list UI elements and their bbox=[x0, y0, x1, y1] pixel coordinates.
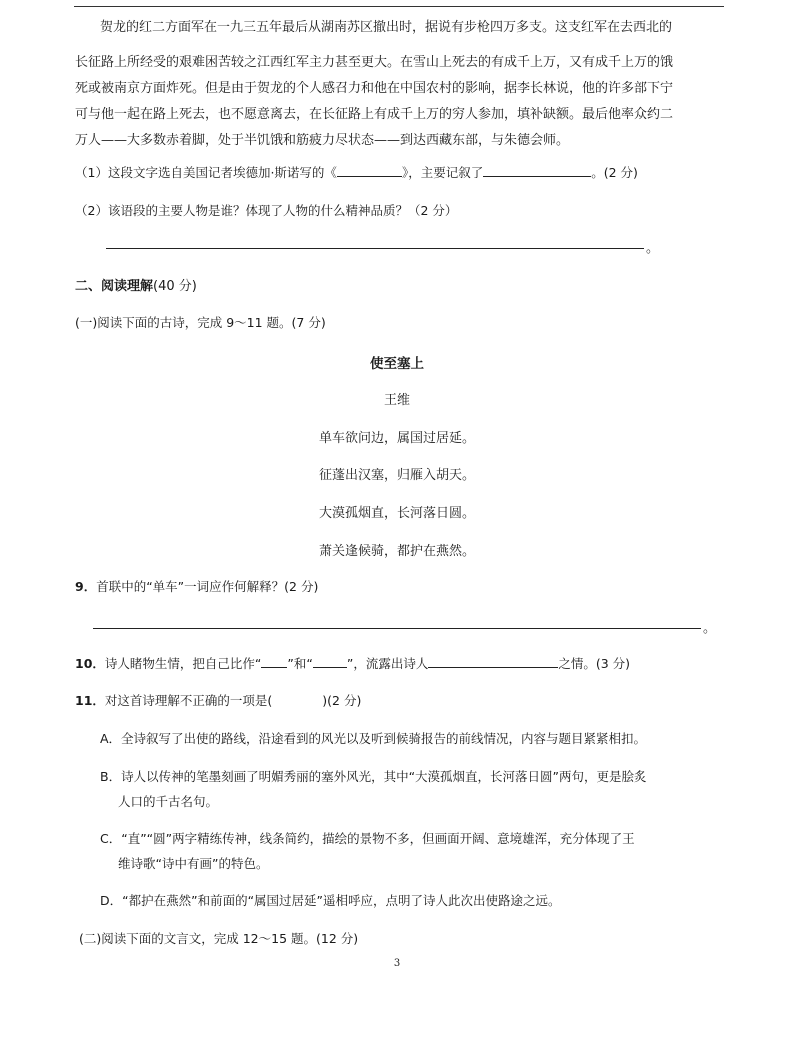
passage-line-4: 可与他一起在路上死去，也不愿意离去，在长征路上有成千上万的穷人参加，填补缺额。最后他率众约二 bbox=[75, 107, 674, 122]
option-a[interactable]: A．全诗叙写了出使的路线，沿途看到的风光以及听到候骑报告的前线情况，内容与题目紧紧相扣。 bbox=[100, 731, 647, 746]
answer-blank-metaphor-2[interactable] bbox=[313, 655, 347, 668]
question-10-part-a: 诗人睹物生情，把自己比作“ bbox=[104, 656, 262, 671]
question-10-part-c: ”，流露出诗人 bbox=[346, 656, 429, 671]
option-b-line-2: 人口的千古名句。 bbox=[118, 794, 219, 809]
question-11 bbox=[75, 691, 361, 709]
option-d[interactable]: D．“都护在燕然”和前面的“属国过居延”遥相呼应，点明了诗人此次出使路途之远。 bbox=[100, 893, 561, 908]
option-b-line-1[interactable]: B．诗人以传神的笔墨刻画了明媚秀丽的塞外风光，其中“大漠孤烟直，长河落日圆”两句，更是脍炙 bbox=[100, 769, 647, 784]
answer-line-question-9[interactable] bbox=[93, 628, 701, 629]
option-c-line-2: 维诗歌“诗中有画”的特色。 bbox=[118, 856, 269, 871]
poem-author: 王维 bbox=[383, 393, 410, 408]
passage-line-3: 死或被南京方面炸死。但是由于贺龙的个人感召力和他在中国农村的影响，据李长林说，他的许多部下宁 bbox=[75, 81, 674, 96]
question-10-part-b: ”和“ bbox=[287, 656, 313, 671]
question-9-number: 9． bbox=[75, 579, 97, 594]
answer-blank-emotion[interactable] bbox=[428, 655, 558, 668]
passage-line-5: 万人——大多数赤着脚，处于半饥饿和筋疲力尽状态——到达西藏东部，与朱德会师。 bbox=[75, 133, 570, 148]
answer-blank-book-title[interactable] bbox=[337, 164, 402, 177]
question-9-text: 首联中的“单车”一词应作何解释？(2 分) bbox=[96, 579, 319, 594]
poem-line-1: 单车欲问边，属国过居延。 bbox=[318, 431, 475, 446]
question-11-text: 对这首诗理解不正确的一项是( bbox=[104, 693, 273, 708]
question-10-number: 10． bbox=[75, 656, 105, 671]
answer-blank-metaphor-1[interactable] bbox=[261, 655, 287, 668]
answer-blank-content[interactable] bbox=[483, 164, 591, 177]
section-heading-score: (40 分) bbox=[153, 279, 197, 294]
question-10-part-d: 之情。(3 分) bbox=[558, 656, 631, 671]
section-heading-title: 二、阅读理解 bbox=[75, 279, 154, 294]
section-heading bbox=[75, 275, 197, 294]
passage-line-1: 贺龙的红二方面军在一九三五年最后从湖南苏区撤出时，据说有步枪四万多支。这支红军在去西北的 bbox=[100, 20, 673, 35]
option-c-line-1[interactable]: C．“直”“圆”两字精练传神，线条简约，描绘的景物不多，但画面开阔、意境雄浑，充分体现了王 bbox=[100, 831, 635, 846]
question-1-part-b: 》，主要记叙了 bbox=[401, 165, 484, 180]
question-1-part-c: 。(2 分) bbox=[591, 165, 638, 180]
question-11-number: 11． bbox=[75, 693, 105, 708]
question-11-score: )(2 分) bbox=[322, 693, 362, 708]
question-9 bbox=[75, 577, 318, 595]
question-1 bbox=[75, 163, 638, 181]
top-rule bbox=[74, 6, 724, 7]
poem-line-2: 征蓬出汉塞，归雁入胡天。 bbox=[318, 468, 475, 483]
poem-title: 使至塞上 bbox=[370, 356, 424, 372]
question-9-end: 。 bbox=[703, 621, 717, 636]
poem-intro: (一)阅读下面的古诗，完成 9～11 题。(7 分) bbox=[75, 315, 326, 330]
poem-line-4: 萧关逢候骑，都护在燕然。 bbox=[318, 544, 475, 559]
question-2: （2）该语段的主要人物是谁？体现了人物的什么精神品质？（2 分） bbox=[75, 203, 458, 218]
prose-intro: (二)阅读下面的文言文，完成 12～15 题。(12 分) bbox=[79, 931, 359, 946]
passage-line-2: 长征路上所经受的艰难困苦较之江西红军主力甚至更大。在雪山上死去的有成千上万，又有成千上万的饿 bbox=[75, 55, 674, 70]
question-10 bbox=[75, 654, 630, 672]
question-1-part-a: （1）这段文字选自美国记者埃德加·斯诺写的《 bbox=[75, 165, 337, 180]
answer-line-question-2[interactable] bbox=[106, 248, 644, 249]
poem-line-3: 大漠孤烟直，长河落日圆。 bbox=[318, 506, 475, 521]
page-number: 3 bbox=[393, 958, 401, 969]
question-2-end: 。 bbox=[646, 241, 660, 256]
